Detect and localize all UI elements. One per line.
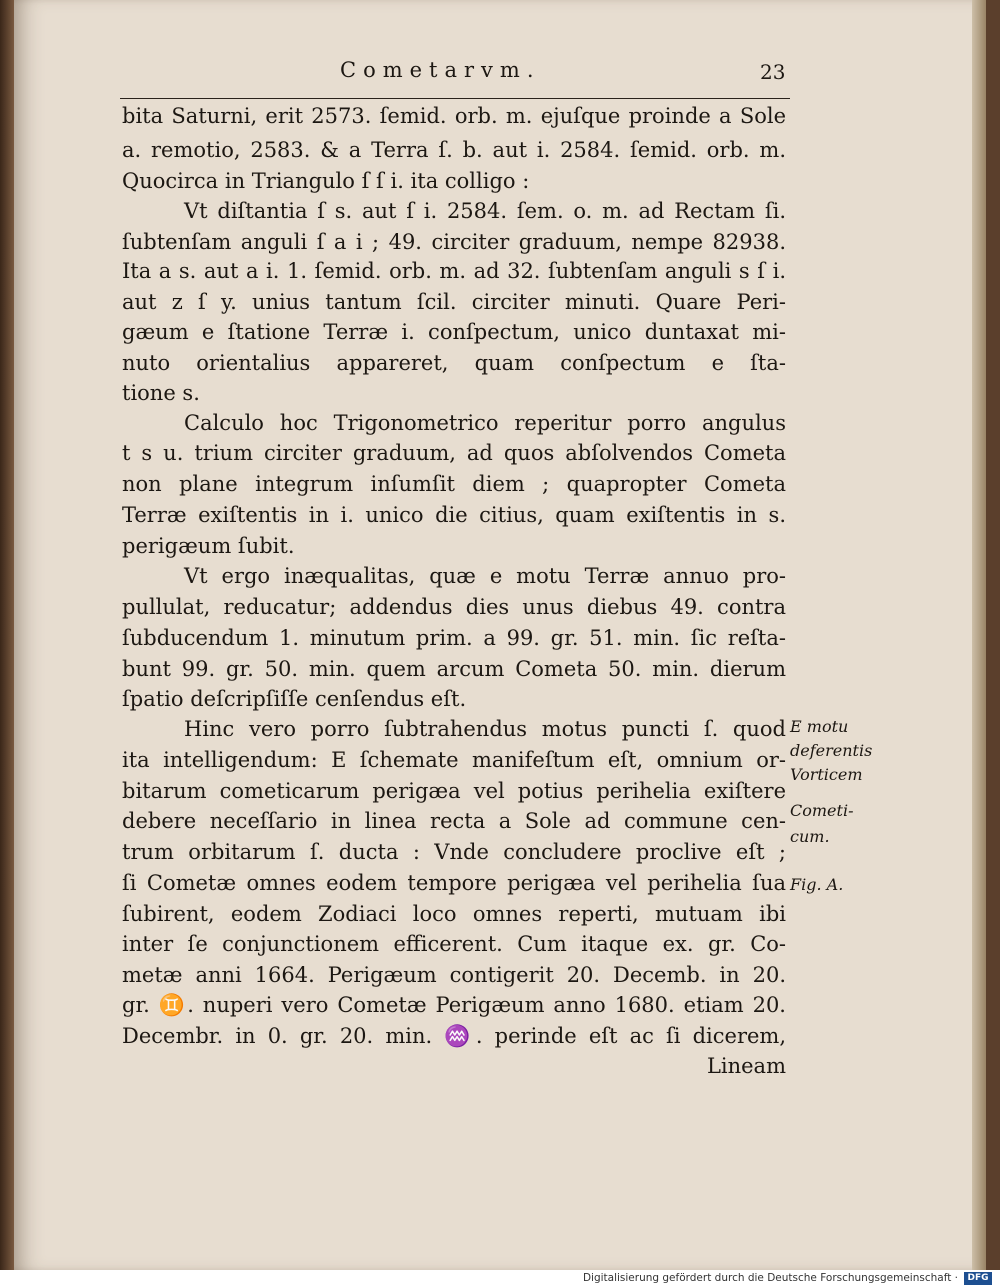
text-line: Vt ergo inæqualitas, quæ e motu Terræ annuo pro- [184, 564, 786, 588]
text-line: nuto orientalius appareret, quam conſpectum e ſta- [122, 351, 786, 375]
text-line: bitarum cometicarum perigæa vel potius perihelia exiſtere [122, 779, 786, 803]
margin-note: Fig. A. [790, 875, 844, 894]
margin-note: Vorticem [790, 765, 863, 784]
running-head-title: Cometarvm. [340, 58, 541, 82]
text-line: non plane integrum inſumſit diem ; quapropter Cometa [122, 472, 786, 496]
text-line: debere neceſſario in linea recta a Sole ad commune cen- [122, 809, 786, 833]
page-number: 23 [760, 60, 786, 84]
text-line: Decembr. in 0. gr. 20. min. ♒. perinde eſt ac ſi dicerem, [122, 1024, 786, 1048]
text-line: ſpatio deſcripſiſſe cenſendus eſt. [122, 687, 467, 711]
text-line: pullulat, reducatur; addendus dies unus diebus 49. contra [122, 595, 786, 619]
header-rule [120, 98, 790, 99]
text-line: a. remotio, 2583. & a Terra ſ. b. aut i. 2584. ſemid. orb. m. [122, 138, 786, 162]
text-line: Terræ exiſtentis in i. unico die citius, quam exiſtentis in s. [122, 503, 786, 527]
text-line: perigæum ſubit. [122, 534, 295, 558]
text-line: trum orbitarum ſ. ducta : Vnde concludere proclive eſt ; [122, 840, 786, 864]
margin-note: Cometi- [790, 801, 854, 820]
text-line: bita Saturni, erit 2573. ſemid. orb. m. ejuſque proinde a Sole [122, 104, 786, 128]
footer-credit: Digitalisierung gefördert durch die Deutsche Forschungsgemeinschaft · [582, 1272, 958, 1284]
text-line: metæ anni 1664. Perigæum contigerit 20. Decemb. in 20. [122, 963, 786, 987]
text-line: bunt 99. gr. 50. min. quem arcum Cometa 50. min. dierum [122, 657, 786, 681]
text-line: ita intelligendum: E ſchemate manifeſtum eſt, omnium or- [122, 748, 786, 772]
margin-note: cum. [790, 827, 830, 846]
margin-note: E motu [790, 717, 849, 736]
text-line: inter ſe conjunctionem efficerent. Cum itaque ex. gr. Co- [122, 932, 786, 956]
text-line: Calculo hoc Trigonometrico reperitur porro angulus [184, 411, 786, 435]
text-line: Ita a s. aut a i. 1. ſemid. orb. m. ad 32. ſubtenſam anguli s ſ i. [122, 259, 786, 283]
catchword: Lineam [706, 1054, 786, 1078]
text-line: t s u. trium circiter graduum, ad quos abſolvendos Cometa [122, 441, 786, 465]
text-line: gæum e ſtatione Terræ i. conſpectum, unico duntaxat mi- [122, 320, 786, 344]
text-line: tione s. [122, 381, 200, 405]
text-line: ſubducendum 1. minutum prim. a 99. gr. 51. min. ſic reſta- [122, 626, 786, 650]
text-line: gr. ♊. nuperi vero Cometæ Perigæum anno 1680. etiam 20. [122, 993, 786, 1017]
text-line: ſi Cometæ omnes eodem tempore perigæa vel perihelia ſua [122, 871, 786, 895]
text-line: Hinc vero porro ſubtrahendus motus puncti ſ. quod [184, 717, 786, 741]
text-line: Vt diſtantia ſ s. aut ſ i. 2584. ſem. o. m. ad Rectam ſi. [184, 199, 786, 223]
dfg-logo: DFG [964, 1272, 992, 1285]
text-line: ſubtenſam anguli ſ a i ; 49. circiter graduum, nempe 82938. [122, 230, 786, 254]
page-edge [972, 0, 986, 1270]
text-line: ſubirent, eodem Zodiaci loco omnes reperti, mutuam ibi [122, 902, 786, 926]
book-spine [0, 0, 14, 1288]
text-line: Quocirca in Triangulo ſ ſ i. ita colligo : [122, 169, 530, 193]
text-line: aut z ſ y. unius tantum ſcil. circiter minuti. Quare Peri- [122, 290, 786, 314]
margin-note: deferentis [790, 741, 873, 760]
